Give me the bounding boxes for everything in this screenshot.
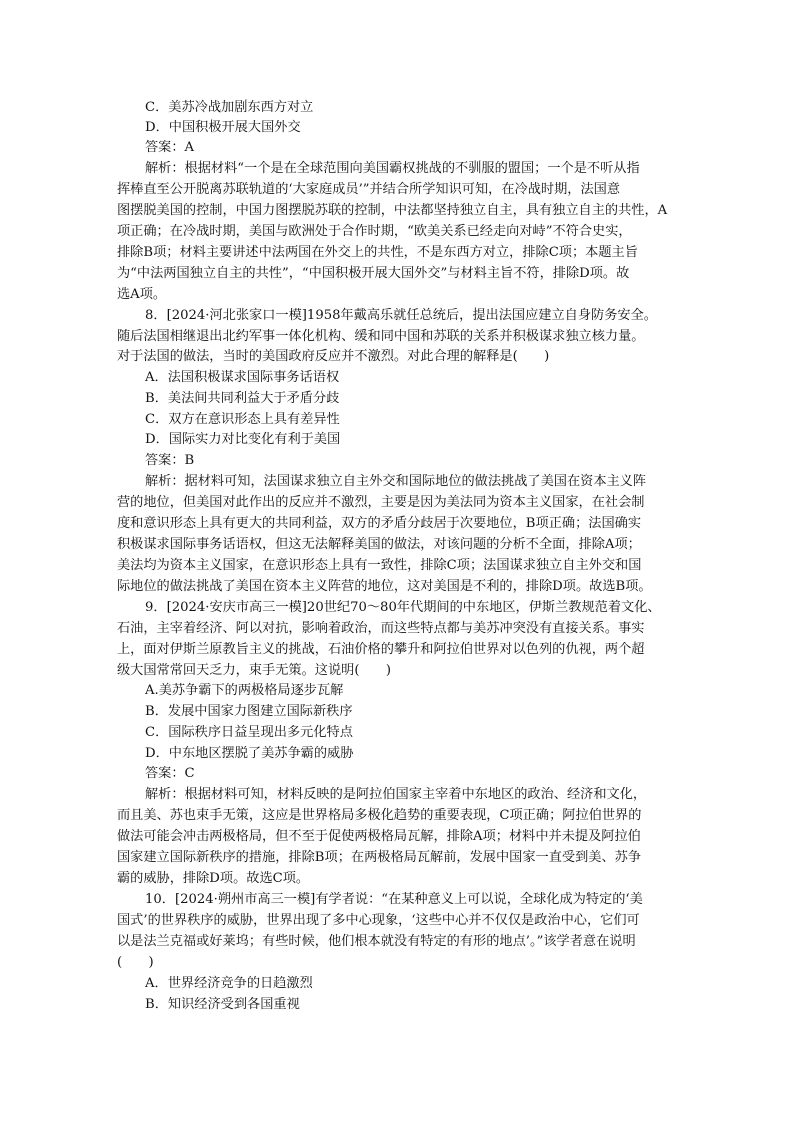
- option-c: C．国际秩序日益呈现出多元化特点: [145, 725, 353, 740]
- analysis-line: 解析：根据材料可知，材料反映的是阿拉伯国家主宰着中东地区的政治、经济和文化，: [145, 787, 647, 802]
- question-9-stem: 9．[2024·安庆市高三一模]20世纪70～80年代期间的中东地区，伊斯兰教规范着文化、: [145, 600, 661, 615]
- analysis-line: 营的地位，但美国对此作出的反应并不激烈，主要是因为美法同为资本主义国家，在社会制: [117, 495, 645, 510]
- option-a: A．法国积极谋求国际事务话语权: [145, 370, 340, 385]
- analysis-line: 图摆脱美国的控制，中国力图摆脱苏联的控制，中法都坚持独立自主，具有独立自主的共性，A: [117, 203, 668, 218]
- option-d: D．国际实力对比变化有利于美国: [145, 432, 341, 447]
- question-8-stem: 随后法国相继退出北约军事一体化机构、缓和同中国和苏联的关系并积极谋求独立核力量。: [117, 329, 645, 344]
- option-a: A．世界经济竞争的日趋激烈: [145, 976, 313, 991]
- answer-line: 答案：B: [145, 453, 195, 468]
- analysis-line: 项正确；在冷战时期，美国与欧洲处于合作时期，“欧美关系已经走向对峙”不符合史实，: [117, 224, 632, 239]
- analysis-line: 解析：根据材料“一个是在全球范围向美国霸权挑战的不驯服的盟国；一个是不听从指: [145, 161, 640, 176]
- option-a: A.美苏争霸下的两极格局逐步瓦解: [145, 683, 344, 698]
- question-10-stem: 10．[2024·朔州市高三一模]有学者说：“在某种意义上可以说，全球化成为特定的‘美: [145, 892, 643, 907]
- answer-line: 答案：C: [145, 766, 195, 781]
- answer-line: 答案：A: [145, 140, 195, 155]
- option-c: C．美苏冷战加剧东西方对立: [145, 100, 314, 115]
- option-b: B．美法间共同利益大于矛盾分歧: [145, 391, 340, 406]
- option-c: C．双方在意识形态上具有差异性: [145, 412, 340, 427]
- question-10-stem: ( ): [117, 955, 154, 970]
- question-10-stem: 国式’的世界秩序的威胁，世界出现了多中心现象，‘这些中心并不仅仅是政治中心，它们可: [117, 913, 640, 928]
- analysis-line: 做法可能会冲击两极格局，但不至于促使两极格局瓦解，排除A项；材料中并未提及阿拉伯: [117, 829, 641, 844]
- analysis-line: 际地位的做法挑战了美国在资本主义阵营的地位，这对美国是不利的，排除D项。故选B项。: [117, 579, 652, 594]
- option-b: B．知识经济受到各国重视: [145, 997, 300, 1012]
- analysis-line: 度和意识形态上具有更大的共同利益，双方的矛盾分歧居于次要地位，B项正确；法国确实: [117, 516, 641, 531]
- analysis-line: 霸的威胁，排除D项。故选C项。: [117, 871, 310, 886]
- analysis-line: 挥棒直至公开脱离苏联轨道的‘大家庭成员’”并结合所学知识可知，在冷战时期，法国意: [117, 182, 621, 197]
- option-d: D．中国积极开展大国外交: [145, 120, 301, 135]
- analysis-line: 美法均为资本主义国家，在意识形态上具有一致性，排除C项；法国谋求独立自主外交和国: [117, 558, 642, 573]
- option-d: D．中东地区摆脱了美苏争霸的威胁: [145, 746, 354, 761]
- question-10-stem: 以是法兰克福或好莱坞；有些时候，他们根本就没有特定的有形的地点’。”该学者意在说明: [117, 934, 636, 949]
- question-8-stem: 对于法国的做法，当时的美国政府反应并不激烈。对此合理的解释是( ): [117, 349, 550, 364]
- question-8-stem: 8．[2024·河北张家口一模]1958年戴高乐就任总统后，提出法国应建立自身防务安全。: [145, 308, 657, 323]
- analysis-line: 为“中法两国独立自主的共性”，“中国积极开展大国外交”与材料主旨不符，排除D项。故: [117, 266, 630, 281]
- analysis-line: 解析：据材料可知，法国谋求独立自主外交和国际地位的做法挑战了美国在资本主义阵: [145, 474, 647, 489]
- question-9-stem: 石油，主宰着经济、阿以对抗，影响着政治，而这些特点都与美苏冲突没有直接关系。事实: [117, 621, 645, 636]
- analysis-line: 积极谋求国际事务话语权，但这无法解释美国的做法，对该问题的分析不全面，排除A项；: [117, 537, 641, 552]
- question-9-stem: 上，面对伊斯兰原教旨主义的挑战，石油价格的攀升和阿拉伯世界对以色列的仇视，两个超: [117, 642, 645, 657]
- question-9-stem: 级大国常常回天乏力，束手无策。这说明( ): [117, 663, 392, 678]
- analysis-line: 国家建立国际新秩序的措施，排除B项；在两极格局瓦解前，发展中国家一直受到美、苏争: [117, 850, 641, 865]
- option-b: B．发展中国家力图建立国际新秩序: [145, 704, 353, 719]
- analysis-line: 选A项。: [117, 287, 167, 302]
- analysis-line: 排除B项；材料主要讲述中法两国在外交上的共性，不是东西方对立，排除C项；本题主旨: [117, 245, 638, 260]
- analysis-line: 而且美、苏也束手无策，这应是世界格局多极化趋势的重要表现，C项正确；阿拉伯世界的: [117, 808, 642, 823]
